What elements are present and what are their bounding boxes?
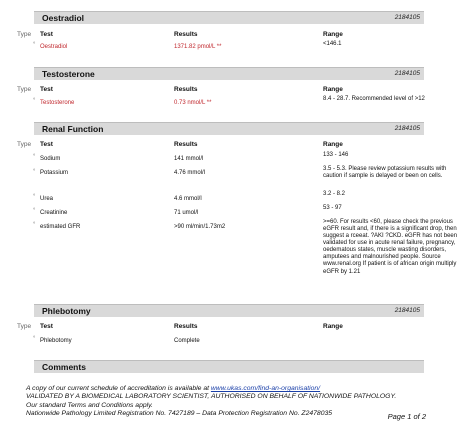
test-header: Test xyxy=(40,86,53,93)
test-result: Complete xyxy=(174,338,200,344)
row-bullet-icon: ° xyxy=(33,42,36,48)
accreditation-link[interactable]: www.ukas.com/find-an-organisation/ xyxy=(210,385,321,392)
test-range: <146.1 xyxy=(323,41,342,47)
test-name: Oestradiol xyxy=(40,44,68,50)
section-comments xyxy=(34,360,424,373)
section-header xyxy=(34,122,424,135)
section-title: Oestradiol xyxy=(42,13,85,23)
section-title: Renal Function xyxy=(42,124,104,134)
test-name: Phlebotomy xyxy=(40,338,72,344)
row-bullet-icon: ° xyxy=(33,222,36,228)
test-result: 1371.82 pmol/L ** xyxy=(174,44,222,50)
section-id: 2184105 xyxy=(394,307,420,314)
test-name: Urea xyxy=(40,196,54,202)
test-range: 133 - 146 xyxy=(323,152,349,158)
row-bullet-icon: ° xyxy=(33,154,36,160)
page-number: Page 1 of 2 xyxy=(387,412,426,421)
section-header xyxy=(34,11,424,24)
test-name: Creatinine xyxy=(40,210,68,216)
section-title: Phlebotomy xyxy=(42,306,91,316)
section-title: Comments xyxy=(42,362,86,372)
terms-statement: Our standard Terms and Conditions apply. xyxy=(26,401,153,409)
test-name: Potassium xyxy=(40,170,69,176)
results-header: Results xyxy=(174,323,198,330)
type-header: Type xyxy=(17,86,32,93)
type-header: Type xyxy=(17,323,32,330)
test-result: 4.6 mmol/l xyxy=(174,196,202,202)
range-header: Range xyxy=(323,323,343,330)
test-range: 3.5 - 5.3. Please review potassium results with caution if sample is delayed or been on cells. xyxy=(323,166,447,180)
test-result: 0.73 nmol/L ** xyxy=(174,100,212,106)
row-bullet-icon: ° xyxy=(33,98,36,104)
registration-statement: Nationwide Pathology Limited Registration No. 7427189 – Data Protection Registration No. Z2478035 xyxy=(26,410,333,418)
range-header: Range xyxy=(323,86,343,93)
results-header: Results xyxy=(174,86,198,93)
accreditation-text: A copy of our current schedule of accreditation is available at xyxy=(26,385,209,392)
row-bullet-icon: ° xyxy=(33,194,36,200)
test-result: 71 umol/l xyxy=(174,210,199,216)
section-id: 2184105 xyxy=(394,125,420,132)
section-header xyxy=(34,67,424,80)
type-header: Type xyxy=(17,141,32,148)
test-header: Test xyxy=(40,31,53,38)
test-name: Sodium xyxy=(40,156,61,162)
test-result: 4.76 mmol/l xyxy=(174,170,206,176)
section-id: 2184105 xyxy=(394,70,420,77)
accreditation-line xyxy=(26,385,446,393)
row-bullet-icon: ° xyxy=(33,208,36,214)
validated-statement: VALIDATED BY A BIOMEDICAL LABORATORY SCIENTIST, AUTHORISED ON BEHALF OF NATIONWIDE PATHOLOGY. xyxy=(26,393,397,401)
test-name: estimated GFR xyxy=(40,224,81,230)
test-name: Testosterone xyxy=(40,100,75,106)
report-footer xyxy=(26,385,446,419)
test-header: Test xyxy=(40,323,53,330)
test-range: >=60. For results <60, please check the previous eGFR result and, if there is a significant drop, then suggest a rceeat. ?AKI ?CKD. eGFR has not been validated for use in acute renal failure, pregnancy, oedematous states, muscle wasting disorders, amputees and malnourished people. Source www.renal.org If patient is of african origin multiply eGFR by 1.21 xyxy=(323,219,458,275)
test-range: 3.2 - 8.2 xyxy=(323,191,346,197)
section-id: 2184105 xyxy=(394,14,420,21)
test-range: 53 - 97 xyxy=(323,205,342,211)
test-header: Test xyxy=(40,141,53,148)
row-bullet-icon: ° xyxy=(33,169,36,175)
results-header: Results xyxy=(174,31,198,38)
test-result: 141 mmol/l xyxy=(174,156,204,162)
range-header: Range xyxy=(323,141,343,148)
type-header: Type xyxy=(17,31,32,38)
range-header: Range xyxy=(323,31,343,38)
section-title: Testosterone xyxy=(42,69,95,79)
row-bullet-icon: ° xyxy=(33,336,36,342)
test-result: >90 ml/min/1.73m2 xyxy=(174,224,226,230)
section-header xyxy=(34,304,424,317)
test-range: 8.4 - 28.7. Recommended level of >12 xyxy=(323,96,425,102)
results-header: Results xyxy=(174,141,198,148)
